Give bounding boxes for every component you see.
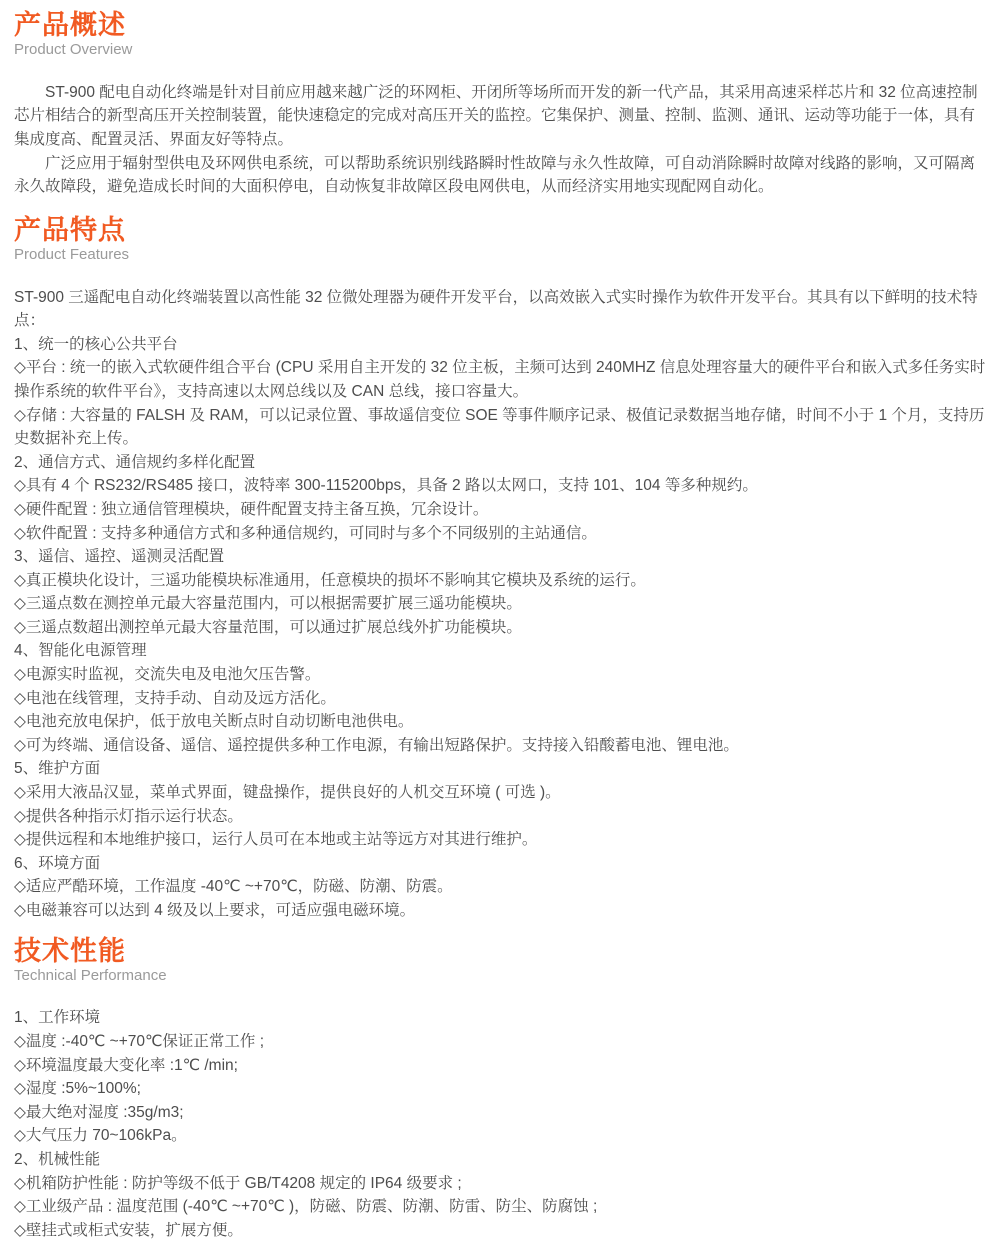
section-subtitle-performance: Technical Performance xyxy=(14,966,167,984)
text-line: ◇软件配置 : 支持多种通信方式和多种通信规约，可同时与多个不同级别的主站通信。 xyxy=(14,524,597,542)
text-line: ◇环境温度最大变化率 :1℃ /min; xyxy=(14,1056,238,1074)
text-line: ◇工业级产品 : 温度范围 (-40℃ ~+70℃ )，防磁、防震、防潮、防雷、防尘、防腐蚀 ; xyxy=(14,1198,598,1216)
text-line: 4、智能化电源管理 xyxy=(14,642,147,660)
text-line: ◇具有 4 个 RS232/RS485 接口，波特率 300-115200bps，具备 2 路以太网口，支持 101、104 等多种规约。 xyxy=(14,477,758,495)
section-technical-performance xyxy=(14,936,986,1243)
text-line: ◇大气压力 70~106kPa。 xyxy=(14,1127,187,1145)
text-line: ◇电源实时监视，交流失电及电池欠压告警。 xyxy=(14,666,321,684)
text-line: ◇提供远程和本地维护接口，运行人员可在本地或主站等远方对其进行维护。 xyxy=(14,831,538,849)
section-title-performance: 技术性能 xyxy=(14,935,126,966)
features-lines xyxy=(14,286,986,923)
text-line: 1、工作环境 xyxy=(14,1009,101,1027)
text-line: ST-900 配电自动化终端是针对目前应用越来越广泛的环网柜、开闭所等场所而开发的新一代产品，其采用高速采样芯片和 32 位高速控制芯片相结合的新型高压开关控制装置，能快速稳定的完成对高压开关的监控。它集保护、测量、控制、监测、通讯、运动等功能于一体，具有集成度高、配置灵活、界面友好等特点。 xyxy=(14,83,978,148)
text-line: ◇三遥点数超出测控单元最大容量范围，可以通过扩展总线外扩功能模块。 xyxy=(14,618,522,636)
text-line: ◇适应严酷环境，工作温度 -40℃ ~+70℃，防磁、防潮、防震。 xyxy=(14,878,453,896)
text-line: 2、机械性能 xyxy=(14,1150,101,1168)
text-line: 2、通信方式、通信规约多样化配置 xyxy=(14,453,256,471)
text-line: 广泛应用于辐射型供电及环网供电系统，可以帮助系统识别线路瞬时性故障与永久性故障，可自动消除瞬时故障对线路的影响，又可隔离永久故障段，避免造成长时间的大面积停电，自动恢复非故障区段电网供电，从而经济实用地实现配网自动化。 xyxy=(14,154,976,196)
overview-paragraphs xyxy=(14,81,986,199)
text-line: ◇三遥点数在测控单元最大容量范围内，可以根据需要扩展三遥功能模块。 xyxy=(14,595,522,613)
text-line: 5、维护方面 xyxy=(14,760,101,778)
text-line: ◇电池充放电保护，低于放电关断点时自动切断电池供电。 xyxy=(14,713,414,731)
section-title-features: 产品特点 xyxy=(14,214,126,245)
text-line: ◇温度 :-40℃ ~+70℃保证正常工作 ; xyxy=(14,1032,265,1050)
text-line: ◇存储 : 大容量的 FALSH 及 RAM，可以记录位置、事故遥信变位 SOE 等事件顺序记录、极值记录数据当地存储，时间不小于 1 个月，支持历史数据补充上传。 xyxy=(14,406,985,448)
section-subtitle-features: Product Features xyxy=(14,245,130,263)
text-line: ◇采用大液品汉显，菜单式界面，键盘操作，提供良好的人机交互环境 ( 可选 )。 xyxy=(14,784,561,802)
text-line: ◇提供各种指示灯指示运行状态。 xyxy=(14,807,243,825)
text-line: ◇壁挂式或柜式安装，扩展方便。 xyxy=(14,1221,243,1239)
text-line: ◇可为终端、通信设备、遥信、遥控提供多种工作电源，有输出短路保护。支持接入铅酸蓄电池、锂电池。 xyxy=(14,736,739,754)
text-line: ◇电池在线管理，支持手动、自动及远方活化。 xyxy=(14,689,336,707)
text-line: ◇真正模块化设计，三遥功能模块标准通用，任意模块的损坏不影响其它模块及系统的运行。 xyxy=(14,571,646,589)
text-line: ◇电磁兼容可以达到 4 级及以上要求，可适应强电磁环境。 xyxy=(14,902,416,919)
text-line: ST-900 三遥配电自动化终端装置以高性能 32 位微处理器为硬件开发平台，以高效嵌入式实时操作为软件开发平台。其具有以下鲜明的技术特点： xyxy=(14,288,978,330)
performance-lines xyxy=(14,1006,986,1242)
text-line: ◇平台 : 统一的嵌入式软硬件组合平台 (CPU 采用自主开发的 32 位主板，主频可达到 240MHZ 信息处理容量大的硬件平台和嵌入式多任务实时操作系统的软件平台》，支持高速以太网总线以及 CAN 总线，接口容量大。 xyxy=(14,359,986,400)
text-line: ◇湿度 :5%~100%; xyxy=(14,1080,141,1098)
text-line: ◇硬件配置 : 独立通信管理模块，硬件配置支持主备互换，冗余设计。 xyxy=(14,500,489,518)
section-title-overview: 产品概述 xyxy=(14,10,126,40)
section-product-overview xyxy=(14,10,986,199)
text-line: 1、统一的核心公共平台 xyxy=(14,335,178,353)
text-line: 6、环境方面 xyxy=(14,854,101,872)
text-line: 3、遥信、遥控、遥测灵活配置 xyxy=(14,548,225,566)
text-line: ◇最大绝对湿度 :35g/m3; xyxy=(14,1103,184,1121)
section-subtitle-overview: Product Overview xyxy=(14,41,133,59)
text-line: ◇机箱防护性能 : 防护等级不低于 GB/T4208 规定的 IP64 级要求 ; xyxy=(14,1174,462,1192)
section-product-features xyxy=(14,215,986,923)
